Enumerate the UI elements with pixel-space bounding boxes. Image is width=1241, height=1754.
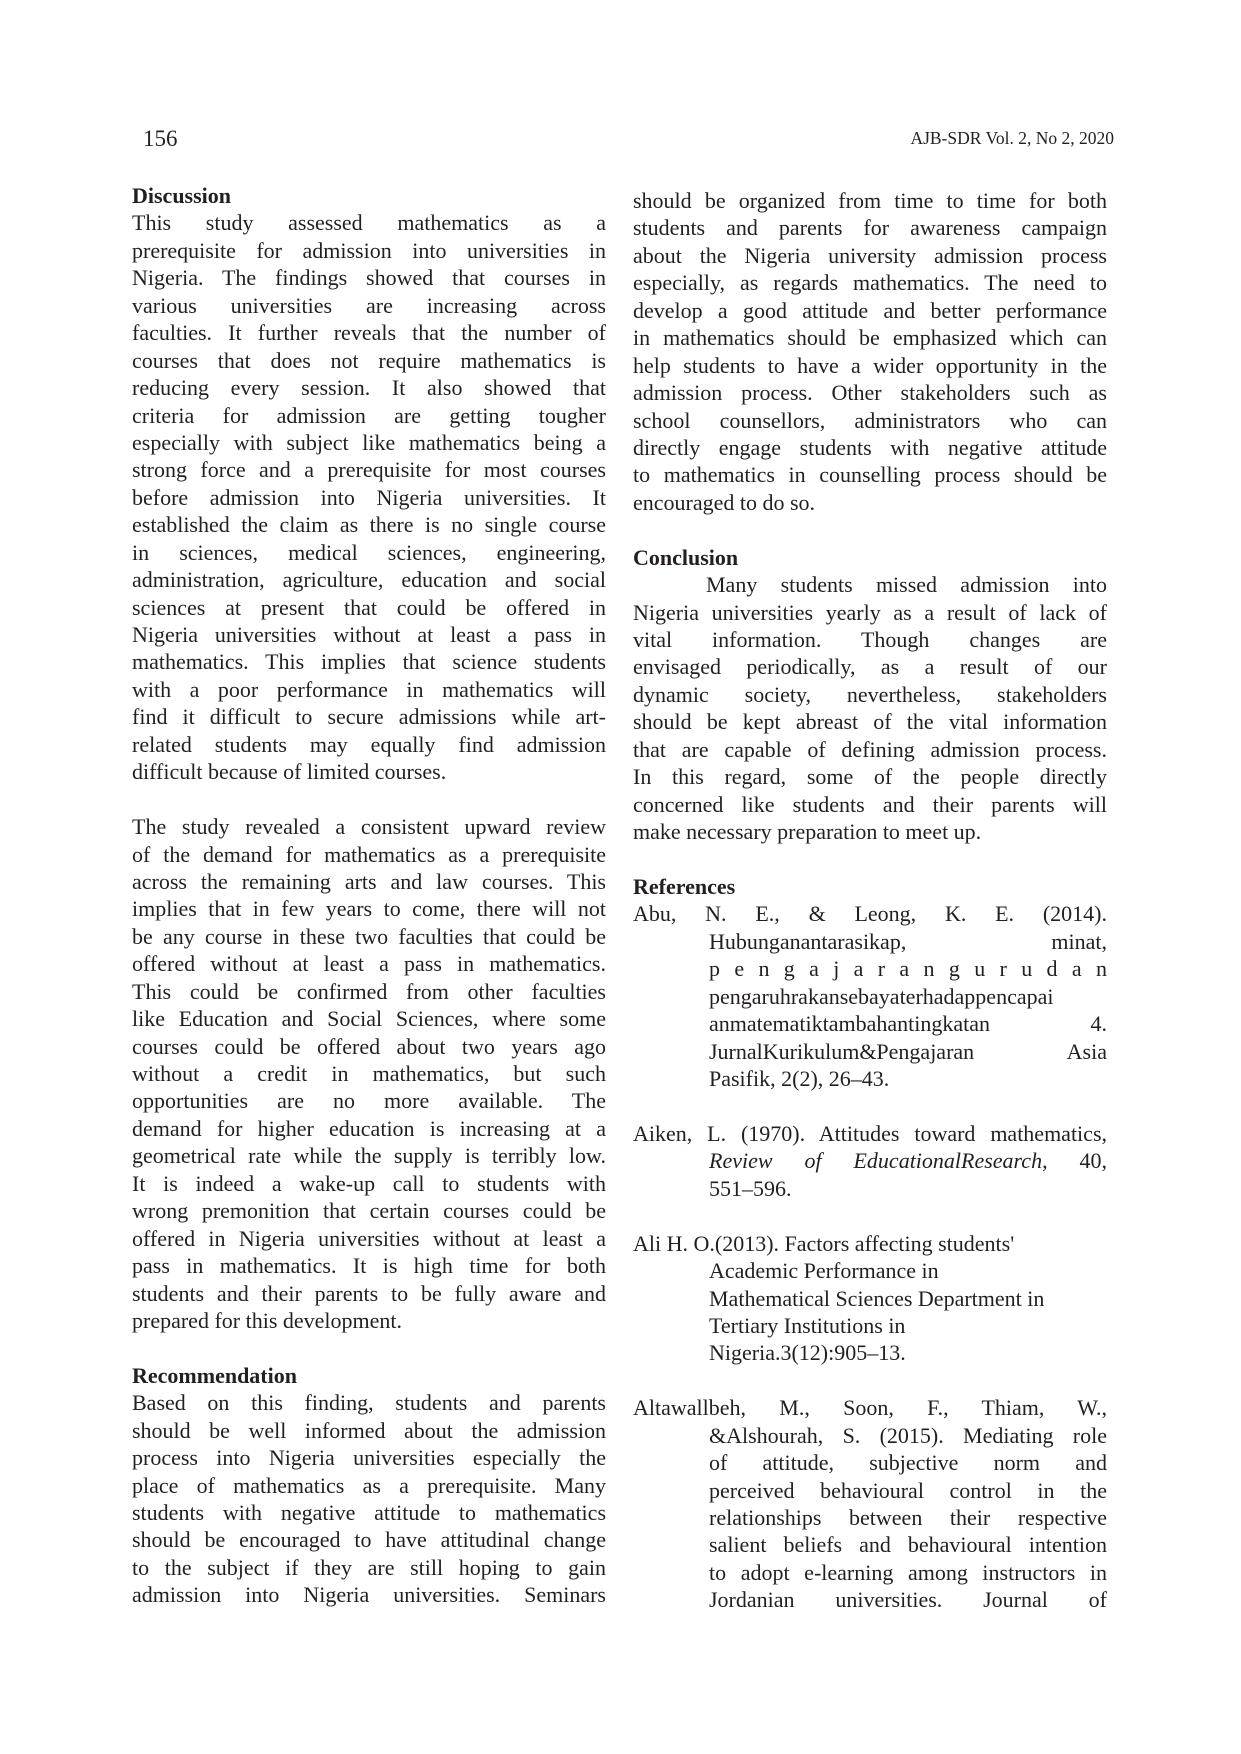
text-line: In this regard, some of the people directly [633, 764, 1107, 790]
text-line: find it difficult to secure admissions while art- [132, 704, 606, 730]
text-line: geometrical rate while the supply is terribly low. [132, 1143, 606, 1169]
text-line: vital information. Though changes are [633, 627, 1107, 652]
text-line: to the subject if they are still hoping to gain [132, 1554, 606, 1580]
text-line: envisaged periodically, as a result of our [633, 654, 1107, 680]
journal-title: Review of EducationalResearch [709, 1148, 1043, 1174]
text-line: courses that does not require mathematics is [132, 347, 606, 373]
text-line: JurnalKurikulum&Pengajaran Asia [709, 1038, 1107, 1064]
text-line: across the remaining arts and law courses. This [132, 868, 606, 894]
text-line: implies that in few years to come, there will not [132, 896, 606, 922]
text-line: directly engage students with negative attitude [633, 434, 1107, 460]
text-line: students and parents for awareness campaign [633, 215, 1107, 241]
reference-gap [633, 1202, 1107, 1229]
section-heading-conclusion: Conclusion [633, 544, 739, 570]
text-line: develop a good attitude and better performance [633, 297, 1107, 323]
text-line: school counsellors, administrators who can [633, 407, 1107, 433]
text-line: This study assessed mathematics as a [132, 210, 606, 236]
text-line: related students may equally find admission [132, 731, 606, 757]
section-heading-references: References [633, 873, 736, 899]
text-line: offered in Nigeria universities without at least a [132, 1225, 606, 1251]
text-line: reducing every session. It also showed that [132, 375, 606, 401]
text-line: pass in mathematics. It is high time for both [132, 1253, 606, 1279]
text-line: opportunities are no more available. The [132, 1088, 606, 1114]
text-line: about the Nigeria university admission process [633, 242, 1107, 268]
text-line: Academic Performance in [709, 1258, 939, 1284]
text-line: Abu, N. E., & Leong, K. E. (2014). [633, 901, 1107, 927]
text-line: especially with subject like mathematics being a [132, 429, 606, 455]
reference-entry-abu [633, 900, 1107, 1092]
text-line: prerequisite for admission into universities in [132, 237, 606, 263]
text-line: administration, agriculture, education and social [132, 567, 606, 593]
text-line: Hubunganantarasikap, minat, [709, 928, 1107, 954]
paragraph-gap [132, 1334, 606, 1361]
section-heading-discussion: Discussion [132, 183, 232, 208]
text-line: admission process. Other stakeholders such as [633, 380, 1107, 406]
page-number: 156 [143, 126, 178, 151]
text-line: anmatematiktambahantingkatan 4. [709, 1011, 1107, 1037]
text-line: students and their parents to be fully aware and [132, 1280, 606, 1306]
text-line: should be encouraged to have attitudinal change [132, 1527, 606, 1553]
text-line: various universities are increasing across [132, 292, 606, 318]
text-line: encouraged to do so. [633, 489, 816, 515]
text-line: Many students missed admission into [706, 572, 1107, 598]
text-line: that are capable of defining admission process. [633, 736, 1107, 762]
text-line: of attitude, subjective norm and [709, 1450, 1107, 1476]
text-line: make necessary preparation to meet up. [633, 819, 982, 845]
text-line: to mathematics in counselling process should be [633, 462, 1107, 488]
reference-entry-ali [633, 1230, 1107, 1367]
journal-volume: , 40, [1042, 1148, 1108, 1174]
text-line: Nigeria. The findings showed that courses in [132, 265, 606, 291]
text-line: &Alshourah, S. (2015). Mediating role [709, 1422, 1107, 1448]
text-line: place of mathematics as a prerequisite. Many [132, 1472, 606, 1498]
recommendation-continued-paragraph [633, 187, 1107, 516]
text-line: demand for higher education is increasing at a [132, 1115, 606, 1141]
text-line: faculties. It further reveals that the number of [132, 320, 606, 346]
text-line: Jordanian universities. Journal of [709, 1587, 1107, 1613]
text-line: Nigeria universities without at least a pass in [132, 622, 606, 647]
text-line: Mathematical Sciences Department in [709, 1285, 1045, 1311]
discussion-paragraph-1 [132, 209, 606, 785]
text-line: should be organized from time to time for both [633, 188, 1107, 213]
text-line: strong force and a prerequisite for most courses [132, 457, 606, 483]
text-line: especially, as regards mathematics. The need to [633, 270, 1107, 296]
discussion-paragraph-2 [132, 813, 606, 1334]
text-line: p e n g a j a r a n g u r u d a n [709, 956, 1107, 982]
text-line: salient beliefs and behavioural intention [709, 1532, 1107, 1558]
text-line [633, 1147, 1107, 1174]
right-column [633, 187, 1107, 1614]
text-line: It is indeed a wake-up call to students with [132, 1170, 606, 1196]
text-line: be any course in these two faculties that could be [132, 923, 606, 949]
text-line: Nigeria universities yearly as a result of lack of [633, 599, 1107, 625]
text-line: mathematics. This implies that science students [132, 649, 606, 675]
text-line: sciences at present that could be offered in [132, 594, 606, 620]
text-line: Ali H. O.(2013). Factors affecting students' [633, 1230, 1015, 1256]
text-line: difficult because of limited courses. [132, 759, 447, 785]
running-head: AJB-SDR Vol. 2, No 2, 2020 [910, 128, 1114, 148]
text-line: 551–596. [709, 1175, 792, 1201]
text-line: Pasifik, 2(2), 26–43. [709, 1066, 890, 1091]
recommendation-paragraph [132, 1389, 606, 1609]
text-line: students with negative attitude to mathematics [132, 1500, 606, 1525]
paragraph-gap [633, 846, 1107, 873]
text-line: offered without at least a pass in mathematics. [132, 951, 606, 977]
text-line: criteria for admission are getting tougher [132, 402, 606, 428]
section-heading-recommendation: Recommendation [132, 1362, 297, 1388]
text-line: of the demand for mathematics as a prerequisite [132, 841, 606, 867]
text-line: Altawallbeh, M., Soon, F., Thiam, W., [633, 1395, 1107, 1421]
text-line: process into Nigeria universities especially the [132, 1445, 606, 1471]
text-line: should be well informed about the admission [132, 1417, 606, 1443]
reference-entry-altawallbeh [633, 1394, 1107, 1614]
text-line: Tertiary Institutions in [709, 1312, 906, 1338]
text-line: wrong premonition that certain courses could be [132, 1198, 606, 1224]
text-line: with a poor performance in mathematics will [132, 676, 606, 702]
text-line: like Education and Social Sciences, where some [132, 1006, 606, 1032]
text-line: help students to have a wider opportunity in the [633, 352, 1107, 378]
reference-entry-aiken [633, 1120, 1107, 1202]
text-line: before admission into Nigeria universities. It [132, 484, 606, 510]
text-line: Based on this finding, students and parents [132, 1390, 606, 1416]
text-line: concerned like students and their parents will [633, 791, 1107, 817]
left-column [132, 182, 606, 1609]
text-line: to adopt e-learning among instructors in [709, 1559, 1107, 1585]
text-line: pengaruhrakansebayaterhadappencapai [709, 983, 1054, 1009]
text-line: perceived behavioural control in the [709, 1477, 1107, 1503]
text-line: Aiken, L. (1970). Attitudes toward mathematics, [633, 1120, 1107, 1146]
text-line: in sciences, medical sciences, engineering, [132, 539, 606, 565]
text-line: courses could be offered about two years ago [132, 1033, 606, 1059]
conclusion-paragraph [633, 571, 1107, 845]
text-line: This could be confirmed from other faculties [132, 978, 606, 1004]
text-line: established the claim as there is no single course [132, 512, 606, 538]
text-line: prepared for this development. [132, 1307, 403, 1333]
text-line: should be kept abreast of the vital information [633, 709, 1107, 735]
text-line: admission into Nigeria universities. Seminars [132, 1582, 606, 1608]
reference-gap [633, 1092, 1107, 1119]
text-line: relationships between their respective [709, 1505, 1107, 1530]
text-line: The study revealed a consistent upward review [132, 814, 606, 840]
text-line: in mathematics should be emphasized which can [633, 325, 1107, 351]
paragraph-gap [633, 516, 1107, 543]
paragraph-gap [132, 786, 606, 813]
text-line: dynamic society, nevertheless, stakeholders [633, 681, 1107, 707]
text-line: without a credit in mathematics, but such [132, 1061, 606, 1086]
reference-gap [633, 1367, 1107, 1394]
text-line: Nigeria.3(12):905–13. [709, 1340, 906, 1366]
